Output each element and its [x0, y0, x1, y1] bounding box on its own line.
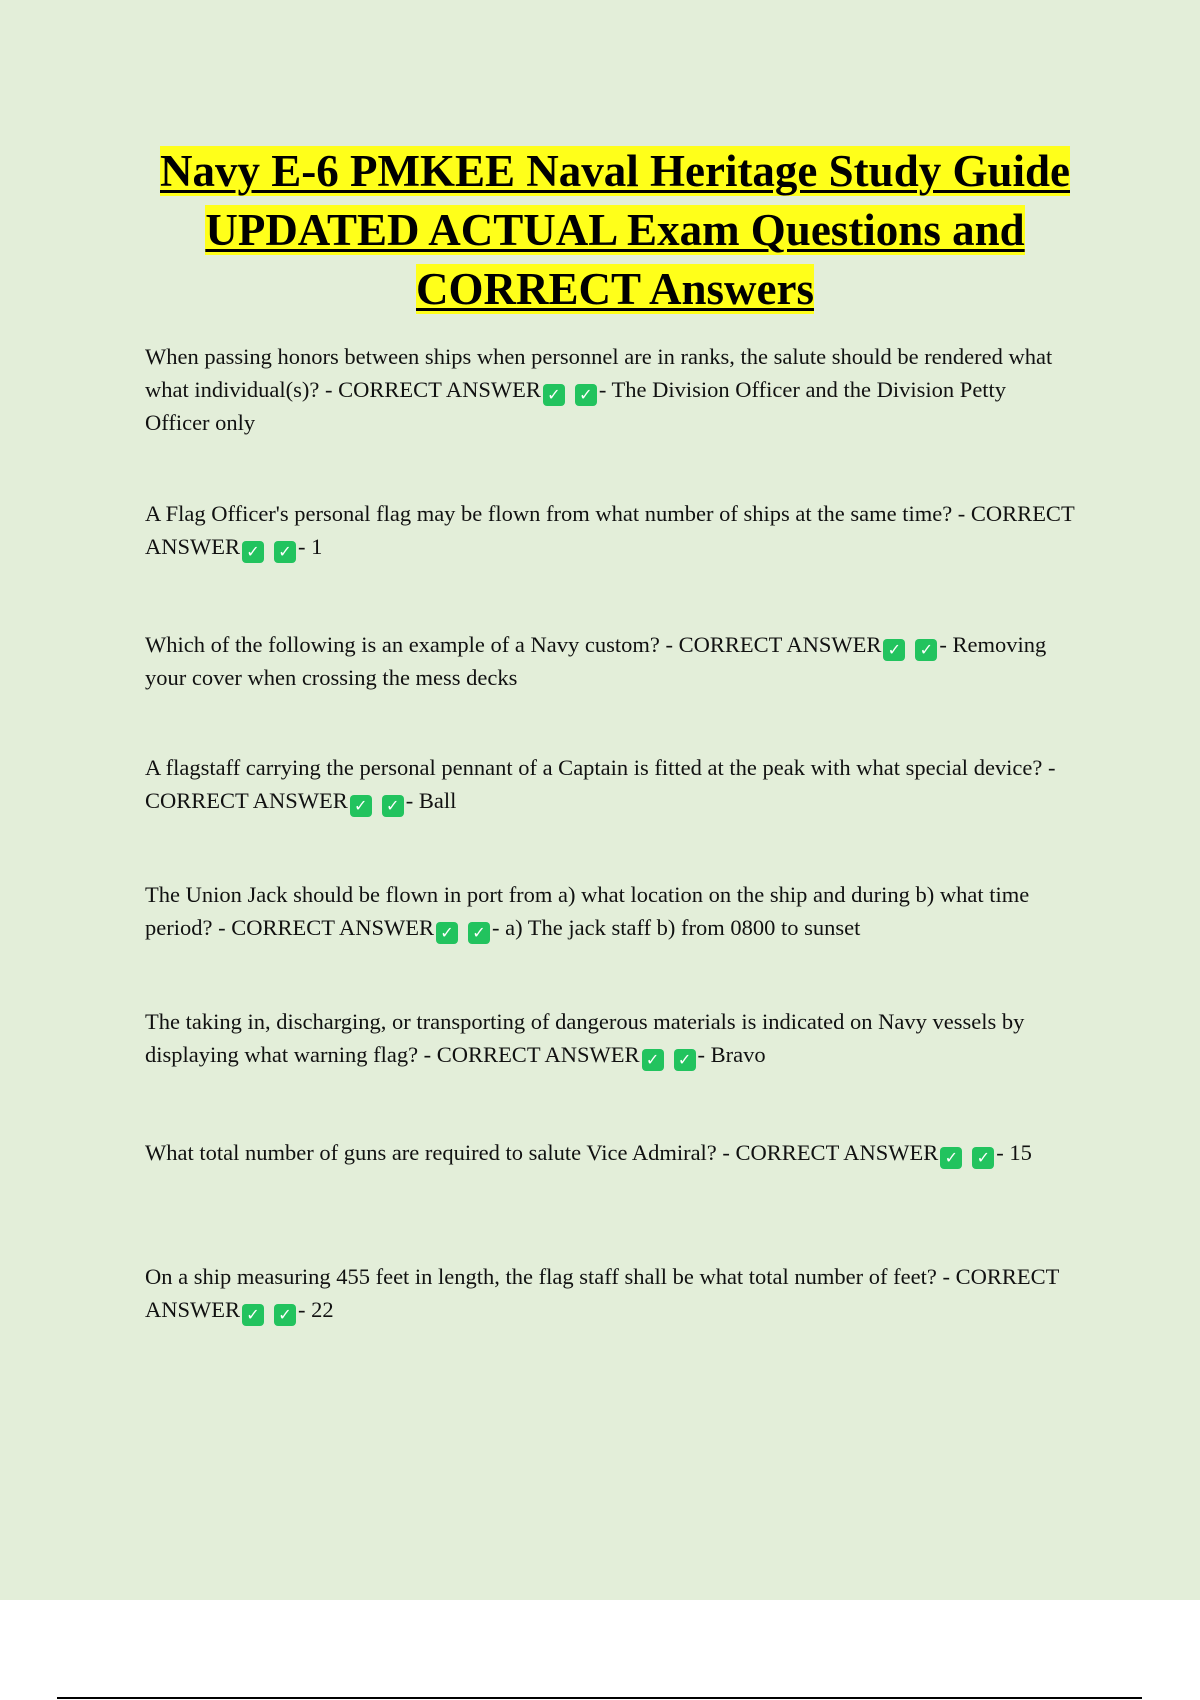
question-text: When passing honors between ships when personnel are in ranks, the salute should be rendered what what individual(s)? -: [145, 344, 1053, 402]
check-mark-icon: ✓: [575, 384, 597, 406]
qa-item: [145, 497, 1075, 563]
answer-marker: CORRECT ANSWER: [145, 501, 1075, 559]
check-mark-icon: ✓: [674, 1049, 696, 1071]
check-mark-icon: ✓: [468, 922, 490, 944]
check-mark-icon: ✓: [242, 1304, 264, 1326]
check-mark-icon: ✓: [274, 541, 296, 563]
qa-item: [145, 1005, 1075, 1071]
check-mark-icon: ✓: [543, 384, 565, 406]
answer-text: - 1: [298, 534, 323, 559]
answer-text: - Bravo: [697, 1042, 766, 1067]
page-divider: [57, 1697, 1142, 1699]
answer-marker: CORRECT ANSWER: [145, 1264, 1059, 1322]
check-mark-icon: ✓: [883, 639, 905, 661]
question-text: A flagstaff carrying the personal pennant of a Captain is fitted at the peak with what special device? -: [145, 755, 1056, 780]
question-text: What total number of guns are required to salute Vice Admiral? -: [145, 1140, 736, 1165]
answer-marker: CORRECT ANSWER: [735, 1140, 939, 1165]
check-mark-icon: ✓: [242, 541, 264, 563]
answer-text: - 22: [298, 1297, 334, 1322]
qa-item: [145, 878, 1075, 944]
answer-marker: CORRECT ANSWER: [436, 1042, 640, 1067]
qa-item: [145, 340, 1075, 439]
qa-item: [145, 1260, 1075, 1326]
answer-text: - 15: [996, 1140, 1032, 1165]
check-mark-icon: ✓: [915, 639, 937, 661]
answer-marker: CORRECT ANSWER: [231, 915, 434, 940]
qa-item: [145, 1136, 1075, 1169]
answer-text: - Ball: [405, 788, 457, 813]
question-text: On a ship measuring 455 feet in length, the flag staff shall be what total number of feet? -: [145, 1264, 956, 1289]
question-text: The taking in, discharging, or transporting of dangerous materials is indicated on Navy vessels by displaying what warning flag? -: [145, 1009, 1025, 1067]
answer-text: - a) The jack staff b) from 0800 to sunset: [491, 915, 861, 940]
check-mark-icon: ✓: [382, 795, 404, 817]
answer-text: - Removing your cover when crossing the mess decks: [145, 632, 1047, 690]
qa-item: [145, 751, 1075, 817]
answer-marker: CORRECT ANSWER: [338, 377, 541, 402]
check-mark-icon: ✓: [350, 795, 372, 817]
title-block: [150, 142, 1080, 319]
document-title: Navy E-6 PMKEE Naval Heritage Study Guide UPDATED ACTUAL Exam Questions and CORRECT Answers: [160, 146, 1070, 314]
qa-item: [145, 628, 1075, 694]
check-mark-icon: ✓: [940, 1147, 962, 1169]
answer-text: - The Division Officer and the Division Petty Officer only: [145, 377, 1007, 435]
check-mark-icon: ✓: [436, 922, 458, 944]
answer-marker: CORRECT ANSWER: [678, 632, 882, 657]
answer-marker: CORRECT ANSWER: [145, 788, 348, 813]
question-text: The Union Jack should be flown in port from a) what location on the ship and during b) what time period? -: [145, 882, 1030, 940]
question-text: Which of the following is an example of a Navy custom? -: [145, 632, 679, 657]
check-mark-icon: ✓: [642, 1049, 664, 1071]
question-text: A Flag Officer's personal flag may be flown from what number of ships at the same time? -: [145, 501, 971, 526]
check-mark-icon: ✓: [972, 1147, 994, 1169]
check-mark-icon: ✓: [274, 1304, 296, 1326]
